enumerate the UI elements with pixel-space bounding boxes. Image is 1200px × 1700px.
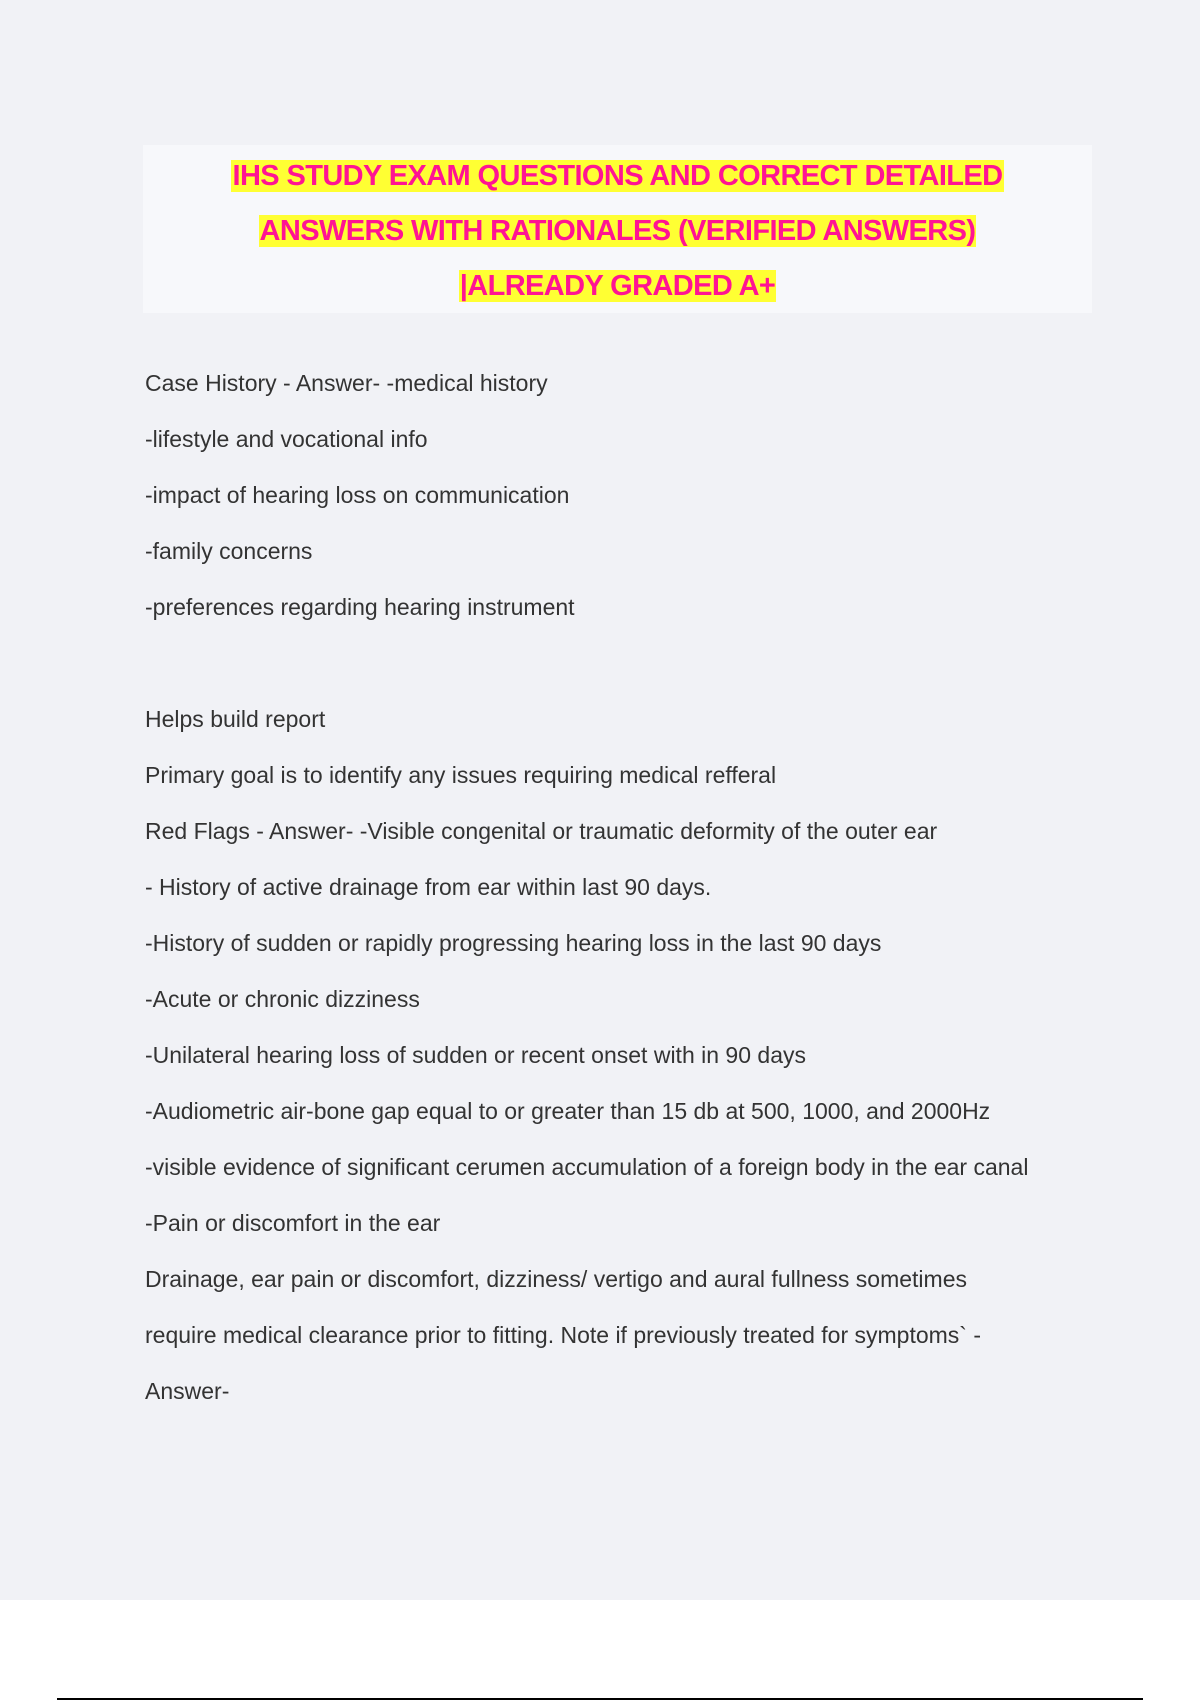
body-line: Drainage, ear pain or discomfort, dizziness/ vertigo and aural fullness sometimes <box>145 1266 967 1292</box>
document-title <box>143 145 1092 313</box>
body-line: -preferences regarding hearing instrument <box>145 594 575 620</box>
title-line-3: |ALREADY GRADED A+ <box>459 270 776 302</box>
body-line: require medical clearance prior to fitting. Note if previously treated for symptoms` - <box>145 1322 981 1348</box>
title-line-2: ANSWERS WITH RATIONALES (VERIFIED ANSWERS) <box>259 215 976 247</box>
body-line: -History of sudden or rapidly progressing hearing loss in the last 90 days <box>145 930 882 956</box>
document-body <box>145 355 1105 1419</box>
blank-line <box>145 635 1105 691</box>
title-line-1: IHS STUDY EXAM QUESTIONS AND CORRECT DETAILED <box>232 160 1003 192</box>
body-line: -Acute or chronic dizziness <box>145 986 420 1012</box>
body-line: -Unilateral hearing loss of sudden or recent onset with in 90 days <box>145 1042 806 1068</box>
body-line: -visible evidence of significant cerumen accumulation of a foreign body in the ear canal <box>145 1154 1029 1180</box>
body-line: -Pain or discomfort in the ear <box>145 1210 441 1236</box>
body-line: -Audiometric air-bone gap equal to or greater than 15 db at 500, 1000, and 2000Hz <box>145 1098 991 1124</box>
body-line: Primary goal is to identify any issues requiring medical refferal <box>145 762 777 788</box>
body-line: Answer- <box>145 1378 230 1404</box>
body-line-case-history: Case History - Answer- -medical history <box>145 370 548 396</box>
body-line: -impact of hearing loss on communication <box>145 482 570 508</box>
body-line-red-flags: Red Flags - Answer- -Visible congenital or traumatic deformity of the outer ear <box>145 818 938 844</box>
body-line: - History of active drainage from ear within last 90 days. <box>145 874 712 900</box>
body-line: -family concerns <box>145 538 313 564</box>
body-line: Helps build report <box>145 706 326 732</box>
body-line: -lifestyle and vocational info <box>145 426 428 452</box>
